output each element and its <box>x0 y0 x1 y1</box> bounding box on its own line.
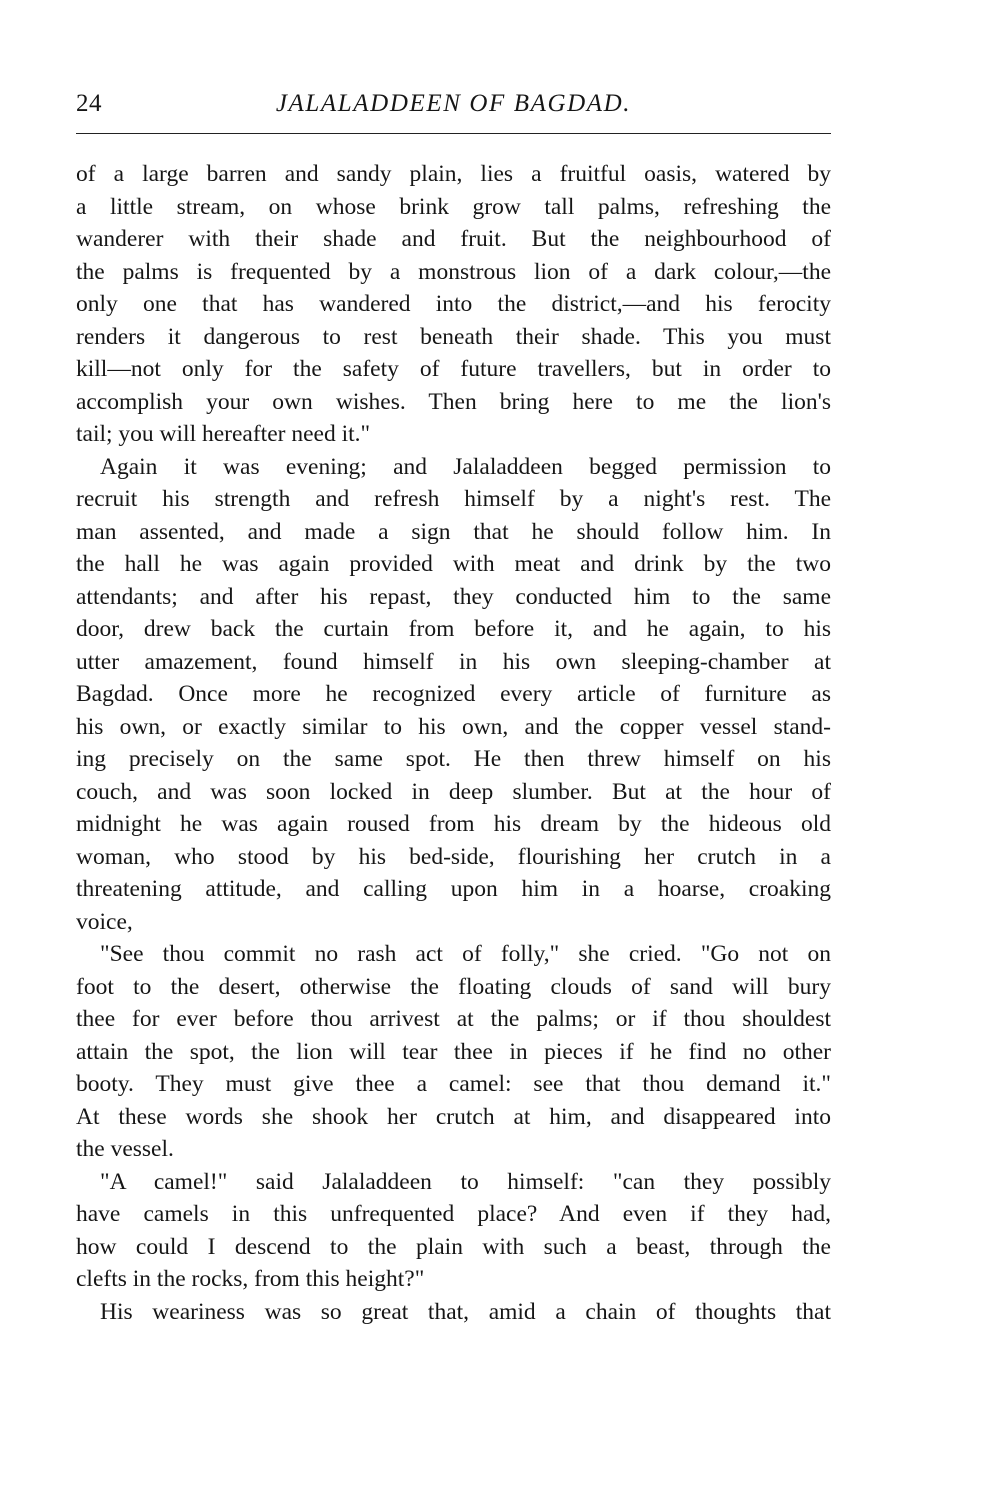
text-line: voice, <box>76 908 133 935</box>
header-rule <box>76 133 831 134</box>
text-line: tail; you will hereafter need it." <box>76 421 371 447</box>
text-line: foot to the desert, otherwise the floating clouds of sand will bury <box>76 973 831 1000</box>
text-line: midnight he was again roused from his dream by the hideous old <box>76 811 831 837</box>
text-line: woman, who stood by his bed-side, flourishing her crutch in a <box>76 843 831 870</box>
text-line: ing precisely on the same spot. He then threw himself on his <box>76 746 831 772</box>
running-title: JALALADDEEN OF BAGDAD. <box>275 90 632 117</box>
text-line: Again it was evening; and Jalaladdeen begged permission to <box>100 453 831 480</box>
text-line: man assented, and made a sign that he should follow him. In <box>76 518 831 545</box>
paragraph <box>76 158 831 451</box>
text-line: couch, and was soon locked in deep slumber. But at the hour of <box>76 778 831 805</box>
text-line: door, drew back the curtain from before it, and he again, to his <box>76 616 831 642</box>
paragraph <box>76 938 831 1166</box>
text-line: attendants; and after his repast, they conducted him to the same <box>76 583 831 610</box>
text-line: threatening attitude, and calling upon him in a hoarse, croaking <box>76 876 831 902</box>
text-line: a little stream, on whose brink grow tall palms, refreshing the <box>76 193 831 220</box>
page-number: 24 <box>76 90 102 117</box>
text-line: the palms is frequented by a monstrous lion of a dark colour,—the <box>76 258 831 285</box>
text-line: "A camel!" said Jalaladdeen to himself: "can they possibly <box>100 1168 831 1195</box>
paragraph <box>76 451 831 939</box>
text-line: wanderer with their shade and fruit. But the neighbourhood of <box>76 226 831 252</box>
text-line: his own, or exactly similar to his own, and the copper vessel stand- <box>76 713 831 740</box>
paragraph <box>76 1296 831 1329</box>
text-line: booty. They must give thee a camel: see that thou demand it." <box>76 1071 831 1097</box>
text-line: clefts in the rocks, from this height?" <box>76 1266 425 1292</box>
text-line: recruit his strength and refresh himself by a night's rest. The <box>76 486 831 512</box>
text-line: His weariness was so great that, amid a chain of thoughts that <box>100 1298 831 1325</box>
text-line: Bagdad. Once more he recognized every article of furniture as <box>76 681 831 707</box>
text-line: renders it dangerous to rest beneath their shade. This you must <box>76 323 831 350</box>
text-line: accomplish your own wishes. Then bring here to me the lion's <box>76 388 831 415</box>
text-line: kill—not only for the safety of future travellers, but in order to <box>76 356 831 382</box>
text-line: only one that has wandered into the district,—and his ferocity <box>76 291 831 317</box>
text-line: thee for ever before thou arrivest at the palms; or if thou shouldest <box>76 1006 831 1032</box>
text-line: how could I descend to the plain with such a beast, through the <box>76 1233 831 1260</box>
text-line: have camels in this unfrequented place? And even if they had, <box>76 1201 831 1227</box>
text-line: "See thou commit no rash act of folly," she cried. "Go not on <box>100 941 831 967</box>
text-line: attain the spot, the lion will tear thee in pieces if he find no other <box>76 1038 831 1065</box>
body-text <box>76 158 831 1328</box>
page-header <box>76 90 831 130</box>
paragraph <box>76 1166 831 1296</box>
text-line: utter amazement, found himself in his own sleeping-chamber at <box>76 648 831 675</box>
text-line: the hall he was again provided with meat and drink by the two <box>76 551 831 577</box>
text-line: the vessel. <box>76 1136 174 1162</box>
text-line: At these words she shook her crutch at him, and disappeared into <box>76 1103 831 1130</box>
text-line: of a large barren and sandy plain, lies a fruitful oasis, watered by <box>76 161 831 187</box>
